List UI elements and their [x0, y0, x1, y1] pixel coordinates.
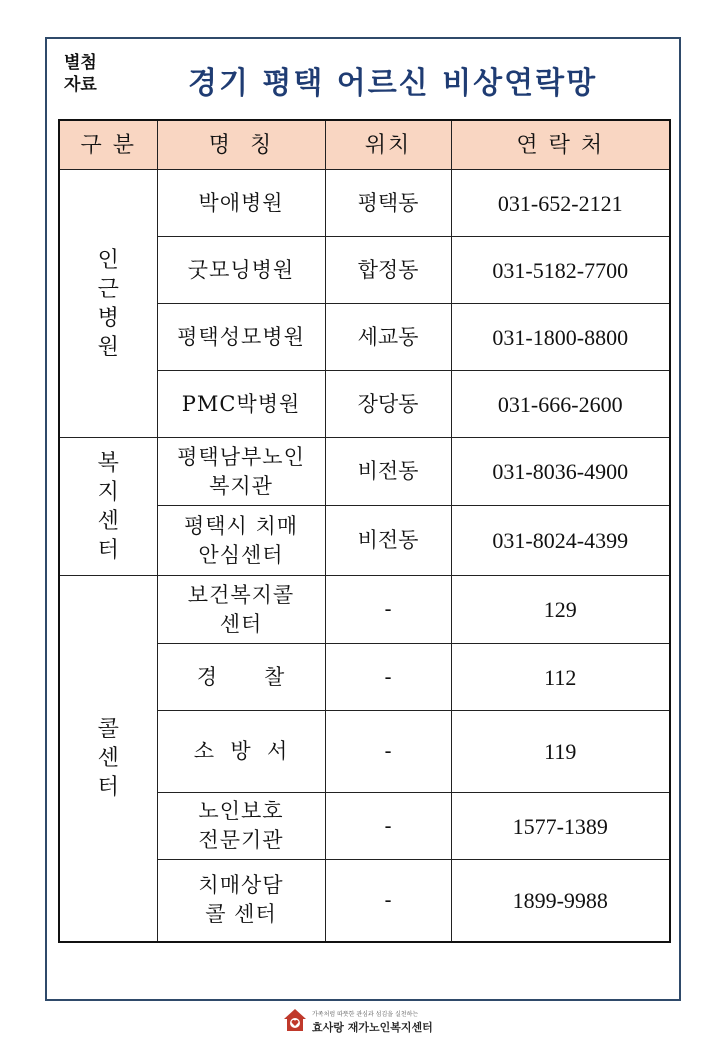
contact-number-cell: 119 [451, 711, 670, 793]
emergency-contact-table [58, 119, 671, 943]
contact-number-cell: 031-8036-4900 [451, 438, 670, 506]
location-cell: - [325, 793, 451, 860]
category-char: 터 [97, 537, 119, 563]
category-char: 센 [97, 508, 119, 534]
location-cell: - [325, 711, 451, 793]
location-cell: 세교동 [325, 304, 451, 371]
facility-name-line: 치매상담 [198, 873, 284, 898]
table-header-row [59, 120, 670, 170]
column-header-name: 명 칭 [157, 120, 325, 170]
location-cell: 평택동 [325, 170, 451, 237]
facility-name-line: 센터 [219, 611, 263, 636]
facility-name-line: 노인보호 [198, 799, 284, 823]
facility-name-cell [157, 304, 325, 371]
facility-name-cell [157, 170, 325, 237]
table-row [59, 170, 670, 237]
page-title: 경기 평택 어르신 비상연락망 [188, 66, 598, 101]
attachment-label [64, 52, 124, 96]
facility-name-cell [157, 711, 325, 793]
facility-name-line: 박애병원 [198, 190, 284, 215]
facility-name-line: 콜 센터 [205, 902, 277, 927]
category-cell [59, 438, 157, 576]
category-char: 복 [97, 450, 119, 476]
footer [280, 1005, 480, 1037]
contact-number-cell: 031-5182-7700 [451, 237, 670, 304]
facility-name-line: PMC박병원 [181, 391, 301, 416]
facility-name-cell [157, 860, 325, 942]
facility-name-cell [157, 644, 325, 711]
facility-name-cell [157, 371, 325, 438]
column-header-contact: 연 락 처 [451, 120, 670, 170]
column-header-category: 구 분 [59, 120, 157, 170]
facility-name-line: 복지관 [209, 473, 273, 498]
table-row [59, 438, 670, 506]
location-cell: 장당동 [325, 371, 451, 438]
contact-number-cell: 031-666-2600 [451, 371, 670, 438]
facility-name-line: 평택남부노인 [177, 444, 305, 469]
category-char: 콜 [97, 716, 119, 742]
facility-name-cell [157, 506, 325, 576]
category-cell [59, 170, 157, 438]
category-char: 근 [97, 276, 119, 302]
facility-name-line: 경 찰 [196, 664, 286, 689]
location-cell: 비전동 [325, 438, 451, 506]
category-char: 병 [97, 305, 119, 331]
contact-number-cell: 1899-9988 [451, 860, 670, 942]
location-cell: 합정동 [325, 237, 451, 304]
facility-name-line: 안심센터 [198, 542, 284, 567]
location-cell: 비전동 [325, 506, 451, 576]
house-heart-logo-icon [282, 1007, 308, 1033]
location-cell: - [325, 860, 451, 942]
category-char: 인 [97, 247, 119, 273]
facility-name-cell [157, 576, 325, 644]
contact-number-cell: 031-8024-4399 [451, 506, 670, 576]
location-cell: - [325, 644, 451, 711]
contact-number-cell: 031-1800-8800 [451, 304, 670, 371]
attachment-label-line2: 자료 [64, 75, 97, 95]
facility-name-line: 굿모닝병원 [187, 257, 295, 282]
category-char: 터 [97, 774, 119, 800]
category-char: 지 [97, 479, 119, 505]
contact-number-cell: 129 [451, 576, 670, 644]
category-char: 센 [97, 745, 119, 771]
column-header-location: 위치 [325, 120, 451, 170]
contact-number-cell: 031-652-2121 [451, 170, 670, 237]
facility-name-line: 보건복지콜 [187, 582, 295, 607]
category-cell [59, 576, 157, 942]
table-row [59, 576, 670, 644]
facility-name-cell [157, 793, 325, 860]
attachment-label-line1: 별첨 [64, 53, 97, 73]
location-cell: - [325, 576, 451, 644]
contact-number-cell: 112 [451, 644, 670, 711]
footer-slogan: 가족처럼 따뜻한 관심과 섬김을 실천하는 [312, 1011, 419, 1018]
category-char: 원 [97, 334, 119, 360]
facility-name-cell [157, 438, 325, 506]
footer-organization: 효사랑 재가노인복지센터 [312, 1021, 433, 1034]
contact-number-cell: 1577-1389 [451, 793, 670, 860]
facility-name-line: 소 방 서 [193, 739, 289, 763]
facility-name-line: 평택시 치매 [183, 513, 299, 538]
facility-name-cell [157, 237, 325, 304]
facility-name-line: 평택성모병원 [177, 324, 305, 349]
facility-name-line: 전문기관 [198, 828, 284, 852]
